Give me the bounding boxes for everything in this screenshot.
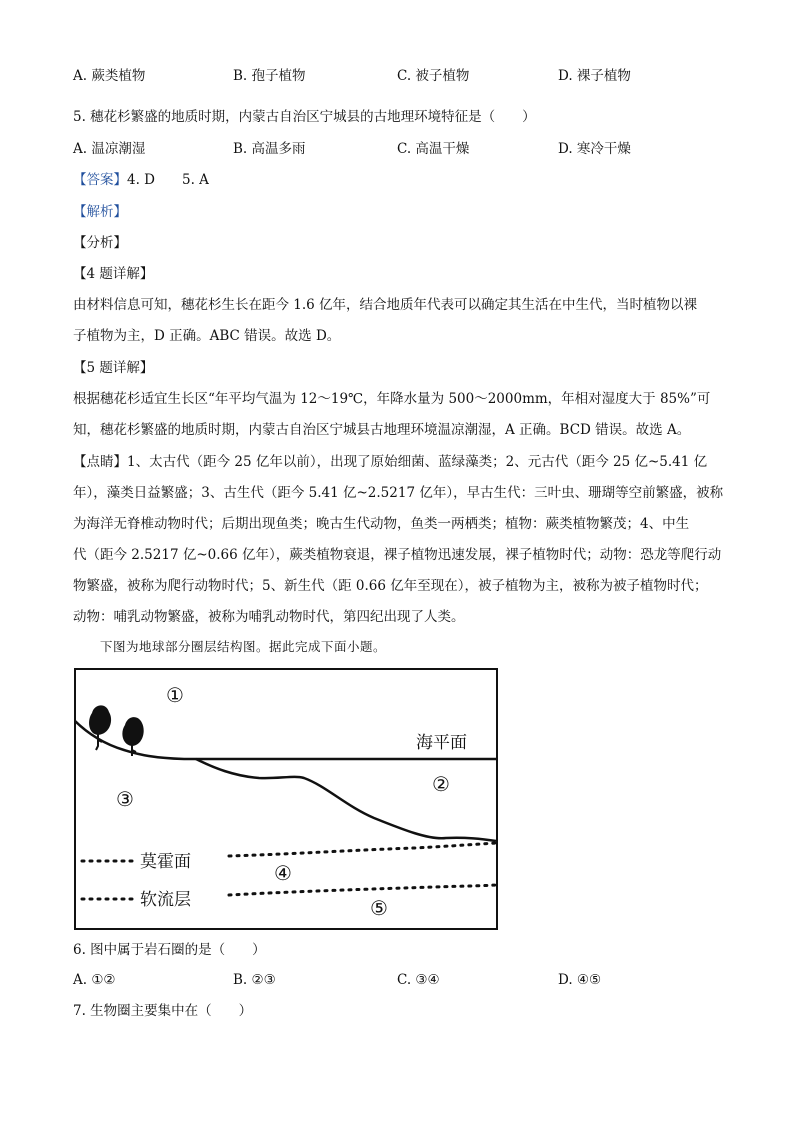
- q4-option-a: A. 蕨类植物: [73, 68, 146, 84]
- dianjing-first: 1、太古代（距今 25 亿年以前），出现了原始细菌、蓝绿藻类；2、元古代（距今 25 亿~5.41 亿: [127, 454, 708, 470]
- diagram-intro: 下图为地球部分圈层结构图。据此完成下面小题。: [100, 639, 387, 654]
- earth-layers-diagram: [74, 668, 498, 930]
- q5-option-b: B. 高温多雨: [233, 141, 306, 157]
- q5-stem: 5. 穗花杉繁盛的地质时期，内蒙古自治区宁城县的古地理环境特征是（ ）: [73, 109, 536, 125]
- dianjing-line-5: 物繁盛，被称为爬行动物时代；5、新生代（距 0.66 亿年至现在），被子植物为主，被称为被子植物时代；: [73, 578, 708, 594]
- asthenosphere-label: 软流层: [140, 890, 191, 910]
- detail5-line-2: 知，穗花杉繁盛的地质时期，内蒙古自治区宁城县古地理环境温凉潮湿，A 正确。BCD 错误。故选 A。: [73, 422, 691, 438]
- layer-1-label: ①: [166, 683, 184, 707]
- detail4-line-1: 由材料信息可知，穗花杉生长在距今 1.6 亿年，结合地质年代表可以确定其生活在中生代，当时植物以裸: [73, 297, 698, 313]
- detail4-tag: 【4 题详解】: [73, 266, 154, 282]
- layer-5-label: ⑤: [370, 896, 388, 920]
- layer-3-label: ③: [116, 787, 134, 811]
- layer-4-label: ④: [274, 861, 292, 885]
- sea-level-label: 海平面: [416, 733, 467, 753]
- q6-option-a: A. ①②: [73, 972, 116, 988]
- answer-line: [73, 170, 209, 190]
- q4-option-b: B. 孢子植物: [233, 68, 306, 84]
- dianjing-tag: 【点睛】: [73, 454, 127, 470]
- q6-option-d: D. ④⑤: [558, 972, 602, 988]
- q6-stem: 6. 图中属于岩石圈的是（ ）: [73, 942, 266, 958]
- detail5-tag: 【5 题详解】: [73, 360, 154, 376]
- q6-option-c: C. ③④: [397, 972, 440, 988]
- analysis-tag: 【解析】: [73, 204, 127, 220]
- diagram-frame: [75, 669, 497, 929]
- q5-option-d: D. 寒冷干燥: [558, 141, 631, 157]
- dianjing-line-1: [73, 452, 707, 472]
- q4-option-d: D. 裸子植物: [558, 68, 631, 84]
- answer-text: 4. D 5. A: [127, 172, 209, 188]
- answer-tag: 【答案】: [73, 172, 127, 188]
- q7-stem: 7. 生物圈主要集中在（ ）: [73, 1003, 253, 1019]
- layer-2-label: ②: [432, 772, 450, 796]
- fenxi-tag: 【分析】: [73, 235, 127, 251]
- dianjing-line-2: 年），藻类日益繁盛；3、古生代（距今 5.41 亿~2.5217 亿年），早古生代：三叶虫、珊瑚等空前繁盛，被称: [73, 485, 724, 501]
- moho-label: 莫霍面: [140, 852, 191, 872]
- dianjing-line-3: 为海洋无脊椎动物时代；后期出现鱼类；晚古生代动物，鱼类一两栖类；植物：蕨类植物繁茂；4、中生: [73, 516, 690, 532]
- dianjing-line-4: 代（距今 2.5217 亿~0.66 亿年），蕨类植物衰退，裸子植物迅速发展，裸子植物时代；动物：恐龙等爬行动: [73, 547, 722, 563]
- detail5-line-1: 根据穗花杉适宜生长区“年平均气温为 12～19℃，年降水量为 500～2000mm，年相对湿度大于 85%”可: [73, 391, 711, 407]
- detail4-line-2: 子植物为主，D 正确。ABC 错误。故选 D。: [73, 328, 341, 344]
- q5-option-a: A. 温凉潮湿: [73, 141, 146, 157]
- dianjing-line-6: 动物：哺乳动物繁盛，被称为哺乳动物时代，第四纪出现了人类。: [73, 609, 465, 625]
- q5-option-c: C. 高温干燥: [397, 141, 470, 157]
- q6-option-b: B. ②③: [233, 972, 276, 988]
- q4-option-c: C. 被子植物: [397, 68, 470, 84]
